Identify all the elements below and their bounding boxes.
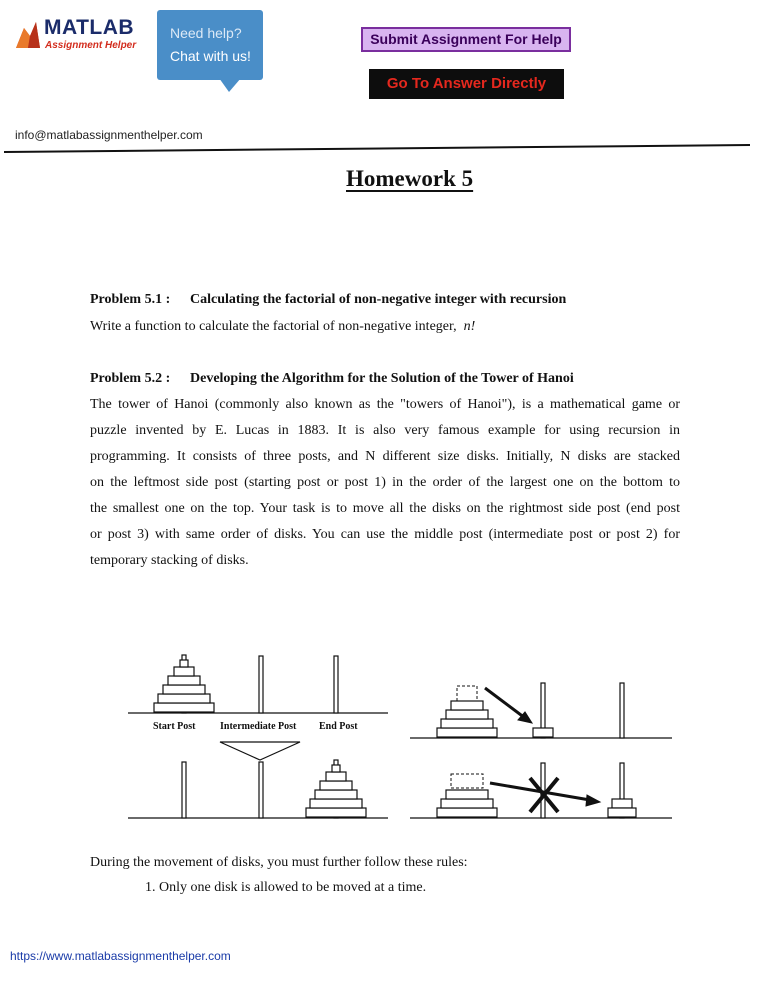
paragraph-line: the smallest one on the top. Your task is to move all the disks on the rightmost side post (end post: [90, 501, 680, 516]
chat-line2: Chat with us!: [170, 48, 251, 64]
problem-1-title: Calculating the factorial of non-negative integer with recursion: [190, 292, 567, 307]
hanoi-figure: [120, 650, 680, 825]
problem-1-math: n!: [463, 319, 476, 334]
problem-1-heading: [90, 292, 566, 308]
chat-line1: Need help?: [170, 25, 242, 41]
logo-title: MATLAB: [44, 16, 135, 39]
problem-1-text: [90, 314, 680, 340]
start-post-label: Start Post: [153, 721, 196, 732]
matlab-logo-icon: [14, 18, 42, 54]
page-title: Homework 5: [346, 166, 474, 191]
matlab-logo[interactable]: [14, 14, 138, 58]
chat-bubble-tail-icon: [219, 78, 241, 92]
chat-bubble[interactable]: [157, 10, 263, 80]
paragraph-line: puzzle invented by E. Lucas in 1883. It is also very famous example for using recursion in: [90, 423, 680, 438]
paragraph-line: or post 3) with same order of disks. You can use the middle post (intermediate post or post 2) for: [90, 527, 680, 542]
rules-intro: During the movement of disks, you must further follow these rules:: [90, 855, 468, 870]
paragraph-line: on the leftmost side post (starting post or post 1) in the order of the largest one on the bottom to: [90, 475, 680, 490]
footer-link[interactable]: https://www.matlabassignmenthelper.com: [10, 949, 231, 963]
go-to-answer-button[interactable]: Go To Answer Directly: [369, 69, 564, 99]
end-post-label: End Post: [319, 721, 358, 732]
problem-2-title: Developing the Algorithm for the Solution of the Tower of Hanoi: [190, 371, 574, 386]
paragraph-line: temporary stacking of disks.: [90, 553, 249, 568]
problem-1-number: Problem 5.1 :: [90, 292, 171, 307]
problem-2-number: Problem 5.2 :: [90, 371, 171, 386]
problem-1-body: Write a function to calculate the factorial of non-negative integer,: [90, 319, 457, 334]
contact-email[interactable]: info@matlabassignmenthelper.com: [15, 128, 203, 142]
problem-2-paragraph: [90, 392, 680, 574]
logo-subtitle: Assignment Helper: [45, 40, 137, 51]
paragraph-line: The tower of Hanoi (commonly also known as the "towers of Hanoi"), is a mathematical game or: [90, 397, 680, 412]
chat-widget[interactable]: [157, 10, 263, 92]
header-divider: [0, 142, 768, 154]
paragraph-line: programming. It consists of three posts, and N different size disks. Initially, N disks are stacked: [90, 449, 680, 464]
submit-assignment-button[interactable]: Submit Assignment For Help: [361, 27, 571, 52]
rule-item: 1. Only one disk is allowed to be moved at a time.: [145, 880, 427, 895]
problem-2-heading: [90, 371, 574, 387]
intermediate-post-label: Intermediate Post: [220, 721, 297, 732]
